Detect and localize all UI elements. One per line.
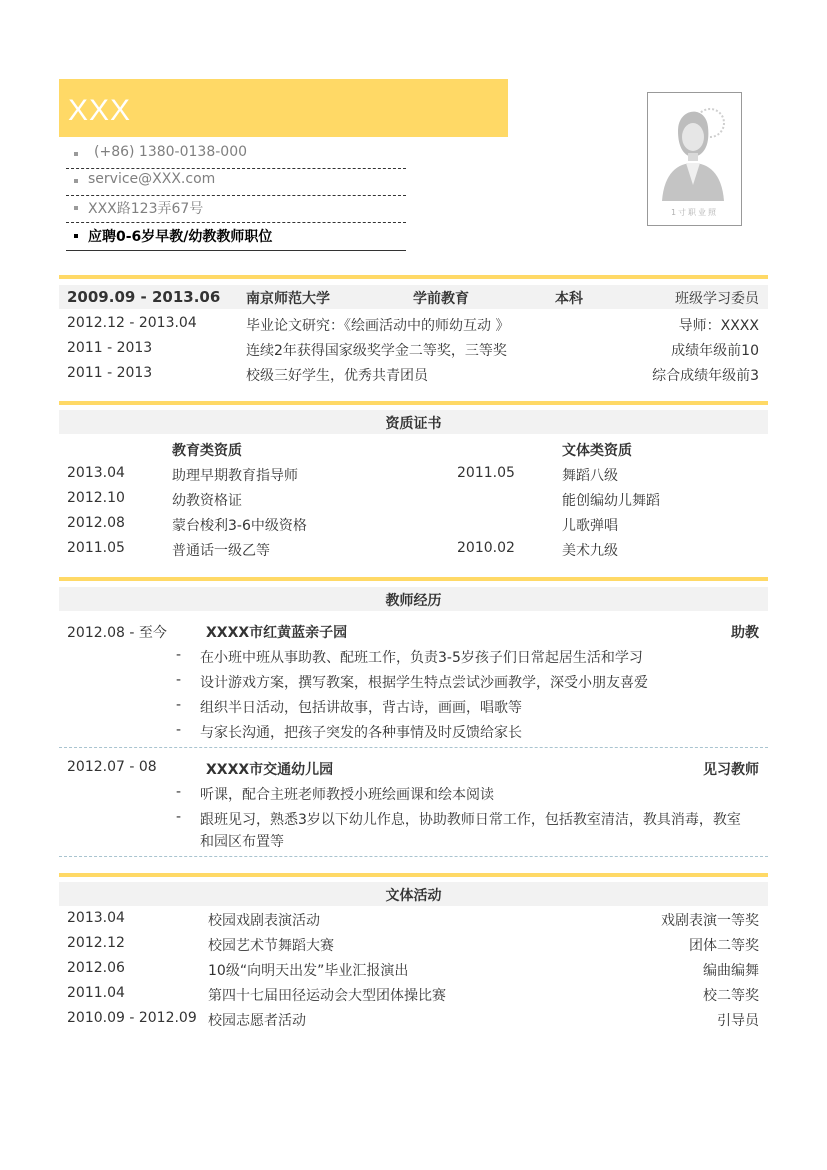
job-position: 见习教师 <box>703 762 759 778</box>
address-line <box>66 196 406 223</box>
education-row-desc: 校级三好学生，优秀共青团员 <box>246 368 428 384</box>
job-duty: 听课，配合主班老师教授小班绘画课和绘本阅读 <box>200 787 494 803</box>
activity-date: 2010.09 - 2012.09 <box>67 1010 197 1026</box>
cert-name: 助理早期教育指导师 <box>172 468 298 484</box>
dash-bullet-icon: - <box>176 722 182 738</box>
job-period: 2012.08 - 至今 <box>67 625 167 641</box>
job-org: XXXX市红黄蓝亲子园 <box>206 625 348 641</box>
dash-bullet-icon: - <box>176 784 182 800</box>
section-rule <box>59 275 768 279</box>
bullet-icon <box>74 206 78 210</box>
education-period: 2009.09 - 2013.06 <box>67 288 221 306</box>
photo-label: 1寸职业照 <box>670 208 719 217</box>
dash-bullet-icon: - <box>176 647 182 663</box>
job-divider <box>59 747 768 748</box>
education-row-date: 2011 - 2013 <box>67 340 153 356</box>
job-duty: 跟班见习，熟悉3岁以下幼儿作息，协助教师日常工作，包括教室清洁，教具消毒，教室 <box>200 812 741 828</box>
edu-cert-header: 教育类资质 <box>172 443 242 459</box>
activity-date: 2012.12 <box>67 935 125 951</box>
activity-event: 第四十七届田径运动会大型团体操比赛 <box>208 988 446 1004</box>
email-text: service@XXX.com <box>88 171 216 187</box>
phone-text: (+86) 1380-0138-000 <box>94 144 248 160</box>
activity-award: 戏剧表演一等奖 <box>661 913 759 929</box>
email-line <box>66 169 406 196</box>
education-major: 学前教育 <box>413 291 469 307</box>
activity-award: 引导员 <box>717 1013 759 1029</box>
job-target-text: 应聘0-6岁早教/幼教教师职位 <box>88 229 273 245</box>
job-org: XXXX市交通幼儿园 <box>206 762 334 778</box>
cert-name: 幼教资格证 <box>172 493 242 509</box>
job-duty: 和园区布置等 <box>200 834 284 850</box>
activities-title: 文体活动 <box>385 888 442 904</box>
candidate-name: XXX <box>68 94 132 127</box>
dash-bullet-icon: - <box>176 809 182 825</box>
activity-award: 校二等奖 <box>703 988 759 1004</box>
cert-date: 2011.05 <box>67 540 125 556</box>
cert-name: 美术九级 <box>562 543 618 559</box>
address-text: XXX路123弄67号 <box>88 201 204 217</box>
cert-name: 蒙台梭利3-6中级资格 <box>172 518 307 534</box>
education-row-note: 导师：XXXX <box>678 318 759 334</box>
education-row-date: 2011 - 2013 <box>67 365 153 381</box>
arts-cert-header: 文体类资质 <box>562 443 632 459</box>
education-role: 班级学习委员 <box>675 291 759 307</box>
bullet-icon <box>74 179 78 183</box>
section-rule <box>59 873 768 877</box>
cert-name: 舞蹈八级 <box>562 468 618 484</box>
activity-date: 2013.04 <box>67 910 125 926</box>
cert-name: 普通话一级乙等 <box>172 543 270 559</box>
section-rule <box>59 401 768 405</box>
bullet-icon <box>74 152 78 156</box>
education-degree: 本科 <box>555 291 583 307</box>
activity-event: 校园戏剧表演活动 <box>208 913 320 929</box>
education-row-desc: 毕业论文研究：《绘画活动中的师幼互动 》 <box>246 318 510 334</box>
cert-date: 2010.02 <box>457 540 515 556</box>
job-period: 2012.07 - 08 <box>67 759 157 775</box>
education-row-date: 2012.12 - 2013.04 <box>67 315 197 331</box>
cert-date: 2012.10 <box>67 490 125 506</box>
activity-event: 校园艺术节舞蹈大赛 <box>208 938 334 954</box>
activity-award: 团体二等奖 <box>689 938 759 954</box>
activity-event: 10级“向明天出发”毕业汇报演出 <box>208 963 409 979</box>
cert-date: 2013.04 <box>67 465 125 481</box>
phone-line <box>66 142 406 169</box>
job-position: 助教 <box>731 625 759 641</box>
job-duty: 组织半日活动，包括讲故事，背古诗，画画，唱歌等 <box>200 700 522 716</box>
dash-bullet-icon: - <box>176 672 182 688</box>
cert-date: 2011.05 <box>457 465 515 481</box>
cert-date: 2012.08 <box>67 515 125 531</box>
job-duty: 在小班中班从事助教、配班工作，负责3-5岁孩子们日常起居生活和学习 <box>200 650 643 666</box>
activity-award: 编曲编舞 <box>703 963 759 979</box>
job-duty: 与家长沟通，把孩子突发的各种事情及时反馈给家长 <box>200 725 522 741</box>
education-row-desc: 连续2年获得国家级奖学金二等奖，三等奖 <box>246 343 507 359</box>
job-target-line <box>66 224 406 251</box>
cert-name: 能创编幼儿舞蹈 <box>562 493 660 509</box>
education-row-note: 成绩年级前10 <box>671 343 759 359</box>
dash-bullet-icon: - <box>176 697 182 713</box>
activity-date: 2011.04 <box>67 985 125 1001</box>
cert-name: 儿歌弹唱 <box>562 518 618 534</box>
avatar-icon <box>648 93 741 225</box>
activity-event: 校园志愿者活动 <box>208 1013 306 1029</box>
education-school: 南京师范大学 <box>246 291 330 307</box>
certificates-title: 资质证书 <box>385 416 442 432</box>
section-rule <box>59 577 768 581</box>
education-row-note: 综合成绩年级前3 <box>652 368 759 384</box>
job-divider <box>59 856 768 857</box>
job-duty: 设计游戏方案，撰写教案，根据学生特点尝试沙画教学，深受小朋友喜爱 <box>200 675 648 691</box>
bullet-icon <box>74 234 78 238</box>
experience-title: 教师经历 <box>385 593 442 609</box>
profile-photo <box>647 92 742 226</box>
activity-date: 2012.06 <box>67 960 125 976</box>
